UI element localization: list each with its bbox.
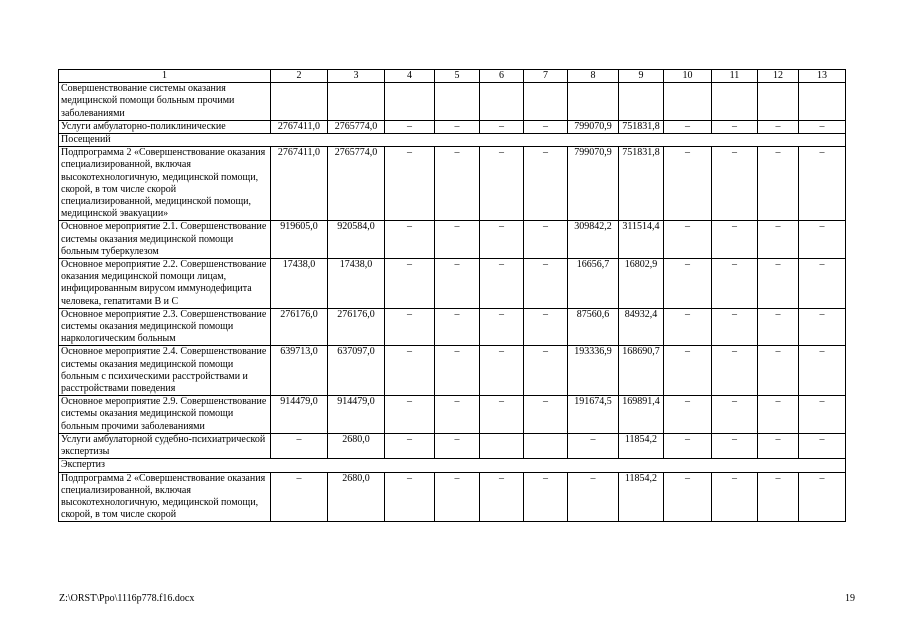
value-cell-col-3: 276176,0 <box>328 308 385 346</box>
column-header-12: 12 <box>758 70 799 83</box>
table-row <box>59 308 846 346</box>
value-cell-col-4: – <box>385 259 435 309</box>
value-cell-col-2: 2767411,0 <box>271 120 328 133</box>
value-cell-col-4: – <box>385 433 435 458</box>
value-cell-col-7: – <box>524 147 568 221</box>
column-header-3: 3 <box>328 70 385 83</box>
value-cell-col-12: – <box>758 346 799 396</box>
value-cell-col-3: 914479,0 <box>328 396 385 434</box>
unit-label: Экспертиз <box>59 459 846 472</box>
value-cell-col-9: 169891,4 <box>619 396 664 434</box>
value-cell-col-10: – <box>664 259 712 309</box>
value-cell-col-4: – <box>385 346 435 396</box>
value-cell-col-5: – <box>435 308 480 346</box>
value-cell-col-2: – <box>271 472 328 522</box>
value-cell-col-10: – <box>664 147 712 221</box>
value-cell-col-6: – <box>480 221 524 259</box>
page-number: 19 <box>845 593 855 604</box>
value-cell-col-12: – <box>758 259 799 309</box>
value-cell-col-11 <box>712 83 758 121</box>
row-name-cell: Основное мероприятие 2.9. Совершенствование системы оказания медицинской помощи больным прочими заболеваниями <box>59 396 271 434</box>
footer-file-path: Z:\ORST\Ppo\1116p778.f16.docx <box>59 593 195 604</box>
value-cell-col-4: – <box>385 472 435 522</box>
value-cell-col-9: 11854,2 <box>619 433 664 458</box>
table-row <box>59 433 846 458</box>
value-cell-col-3: 920584,0 <box>328 221 385 259</box>
unit-row <box>59 459 846 472</box>
value-cell-col-6: – <box>480 259 524 309</box>
value-cell-col-9: 751831,8 <box>619 120 664 133</box>
value-cell-col-11: – <box>712 433 758 458</box>
value-cell-col-12 <box>758 83 799 121</box>
value-cell-col-8: 16656,7 <box>568 259 619 309</box>
value-cell-col-10 <box>664 83 712 121</box>
value-cell-col-12: – <box>758 396 799 434</box>
value-cell-col-4: – <box>385 396 435 434</box>
value-cell-col-13: – <box>799 147 846 221</box>
value-cell-col-11: – <box>712 472 758 522</box>
value-cell-col-12: – <box>758 221 799 259</box>
value-cell-col-11: – <box>712 259 758 309</box>
column-header-8: 8 <box>568 70 619 83</box>
value-cell-col-8: – <box>568 472 619 522</box>
value-cell-col-5: – <box>435 433 480 458</box>
column-header-6: 6 <box>480 70 524 83</box>
value-cell-col-13: – <box>799 259 846 309</box>
value-cell-col-5: – <box>435 259 480 309</box>
value-cell-col-7: – <box>524 396 568 434</box>
value-cell-col-2: – <box>271 433 328 458</box>
value-cell-col-3: 2680,0 <box>328 433 385 458</box>
value-cell-col-4: – <box>385 221 435 259</box>
column-header-9: 9 <box>619 70 664 83</box>
value-cell-col-2: 639713,0 <box>271 346 328 396</box>
value-cell-col-13: – <box>799 221 846 259</box>
table-row <box>59 120 846 133</box>
value-cell-col-9: 84932,4 <box>619 308 664 346</box>
row-name-cell: Услуги амбулаторно-поликлинические <box>59 120 271 133</box>
value-cell-col-5: – <box>435 120 480 133</box>
value-cell-col-7 <box>524 433 568 458</box>
table-header <box>59 70 846 83</box>
value-cell-col-13: – <box>799 396 846 434</box>
column-header-13: 13 <box>799 70 846 83</box>
table-row <box>59 221 846 259</box>
value-cell-col-11: – <box>712 396 758 434</box>
table-row <box>59 472 846 522</box>
value-cell-col-10: – <box>664 120 712 133</box>
value-cell-col-12: – <box>758 433 799 458</box>
value-cell-col-7: – <box>524 472 568 522</box>
value-cell-col-3: 2765774,0 <box>328 120 385 133</box>
value-cell-col-11: – <box>712 221 758 259</box>
value-cell-col-6: – <box>480 346 524 396</box>
value-cell-col-13: – <box>799 308 846 346</box>
value-cell-col-11: – <box>712 147 758 221</box>
value-cell-col-8: 799070,9 <box>568 147 619 221</box>
table-row <box>59 396 846 434</box>
budget-table <box>58 69 846 522</box>
value-cell-col-6: – <box>480 147 524 221</box>
value-cell-col-9: 751831,8 <box>619 147 664 221</box>
value-cell-col-5: – <box>435 147 480 221</box>
value-cell-col-8: 309842,2 <box>568 221 619 259</box>
value-cell-col-5: – <box>435 346 480 396</box>
value-cell-col-9: 311514,4 <box>619 221 664 259</box>
value-cell-col-4: – <box>385 120 435 133</box>
row-name-cell: Основное мероприятие 2.2. Совершенствование оказания медицинской помощи лицам, инфицированным вирусом иммунодефицита человека, гепатитами B и C <box>59 259 271 309</box>
value-cell-col-10: – <box>664 346 712 396</box>
row-name-cell: Подпрограмма 2 «Совершенствование оказания специализированной, включая высокотехнологичную, медицинской помощи, скорой, в том числе скорой <box>59 472 271 522</box>
value-cell-col-7: – <box>524 221 568 259</box>
value-cell-col-7: – <box>524 259 568 309</box>
value-cell-col-6 <box>480 433 524 458</box>
value-cell-col-5: – <box>435 396 480 434</box>
value-cell-col-7: – <box>524 120 568 133</box>
value-cell-col-2: 914479,0 <box>271 396 328 434</box>
value-cell-col-4: – <box>385 308 435 346</box>
value-cell-col-2: 2767411,0 <box>271 147 328 221</box>
column-header-2: 2 <box>271 70 328 83</box>
value-cell-col-4: – <box>385 147 435 221</box>
value-cell-col-11: – <box>712 308 758 346</box>
value-cell-col-10: – <box>664 221 712 259</box>
value-cell-col-10: – <box>664 433 712 458</box>
value-cell-col-9: 11854,2 <box>619 472 664 522</box>
value-cell-col-12: – <box>758 472 799 522</box>
value-cell-col-10: – <box>664 308 712 346</box>
value-cell-col-6: – <box>480 396 524 434</box>
value-cell-col-2: 919605,0 <box>271 221 328 259</box>
value-cell-col-10: – <box>664 472 712 522</box>
row-name-cell: Совершенствование системы оказания медицинской помощи больным прочими заболеваниями <box>59 83 271 121</box>
value-cell-col-10: – <box>664 396 712 434</box>
value-cell-col-13 <box>799 83 846 121</box>
header-row <box>59 70 846 83</box>
row-name-cell: Подпрограмма 2 «Совершенствование оказания специализированной, включая высокотехнологичную, медицинской помощи, скорой, в том числе скорой специализированной, медицинской помощи, медицинской эвакуации» <box>59 147 271 221</box>
row-name-cell: Основное мероприятие 2.4. Совершенствование системы оказания медицинской помощи больным с психическими расстройствами и расстройствами поведения <box>59 346 271 396</box>
value-cell-col-3: 2680,0 <box>328 472 385 522</box>
value-cell-col-5 <box>435 83 480 121</box>
column-header-5: 5 <box>435 70 480 83</box>
value-cell-col-8: 87560,6 <box>568 308 619 346</box>
value-cell-col-8: 193336,9 <box>568 346 619 396</box>
value-cell-col-6: – <box>480 120 524 133</box>
value-cell-col-9: 16802,9 <box>619 259 664 309</box>
value-cell-col-6 <box>480 83 524 121</box>
value-cell-col-12: – <box>758 308 799 346</box>
table-row <box>59 83 846 121</box>
value-cell-col-13: – <box>799 120 846 133</box>
value-cell-col-4 <box>385 83 435 121</box>
table-body <box>59 83 846 522</box>
row-name-cell: Основное мероприятие 2.1. Совершенствование системы оказания медицинской помощи больным туберкулезом <box>59 221 271 259</box>
column-header-1: 1 <box>59 70 271 83</box>
value-cell-col-3: 637097,0 <box>328 346 385 396</box>
table-row <box>59 147 846 221</box>
unit-row <box>59 134 846 147</box>
value-cell-col-7 <box>524 83 568 121</box>
value-cell-col-12: – <box>758 147 799 221</box>
value-cell-col-3 <box>328 83 385 121</box>
column-header-7: 7 <box>524 70 568 83</box>
value-cell-col-7: – <box>524 346 568 396</box>
table-row <box>59 259 846 309</box>
value-cell-col-3: 2765774,0 <box>328 147 385 221</box>
value-cell-col-7: – <box>524 308 568 346</box>
value-cell-col-11: – <box>712 120 758 133</box>
value-cell-col-6: – <box>480 308 524 346</box>
value-cell-col-5: – <box>435 221 480 259</box>
value-cell-col-9: 168690,7 <box>619 346 664 396</box>
value-cell-col-8 <box>568 83 619 121</box>
value-cell-col-13: – <box>799 472 846 522</box>
row-name-cell: Услуги амбулаторной судебно-психиатрической экспертизы <box>59 433 271 458</box>
value-cell-col-3: 17438,0 <box>328 259 385 309</box>
column-header-11: 11 <box>712 70 758 83</box>
row-name-cell: Основное мероприятие 2.3. Совершенствование системы оказания медицинской помощи наркологическим больным <box>59 308 271 346</box>
unit-label: Посещений <box>59 134 846 147</box>
value-cell-col-11: – <box>712 346 758 396</box>
value-cell-col-8: 191674,5 <box>568 396 619 434</box>
value-cell-col-8: 799070,9 <box>568 120 619 133</box>
value-cell-col-6: – <box>480 472 524 522</box>
value-cell-col-12: – <box>758 120 799 133</box>
value-cell-col-13: – <box>799 346 846 396</box>
column-header-10: 10 <box>664 70 712 83</box>
value-cell-col-2 <box>271 83 328 121</box>
value-cell-col-2: 17438,0 <box>271 259 328 309</box>
table-row <box>59 346 846 396</box>
column-header-4: 4 <box>385 70 435 83</box>
value-cell-col-5: – <box>435 472 480 522</box>
value-cell-col-8: – <box>568 433 619 458</box>
value-cell-col-13: – <box>799 433 846 458</box>
value-cell-col-9 <box>619 83 664 121</box>
value-cell-col-2: 276176,0 <box>271 308 328 346</box>
